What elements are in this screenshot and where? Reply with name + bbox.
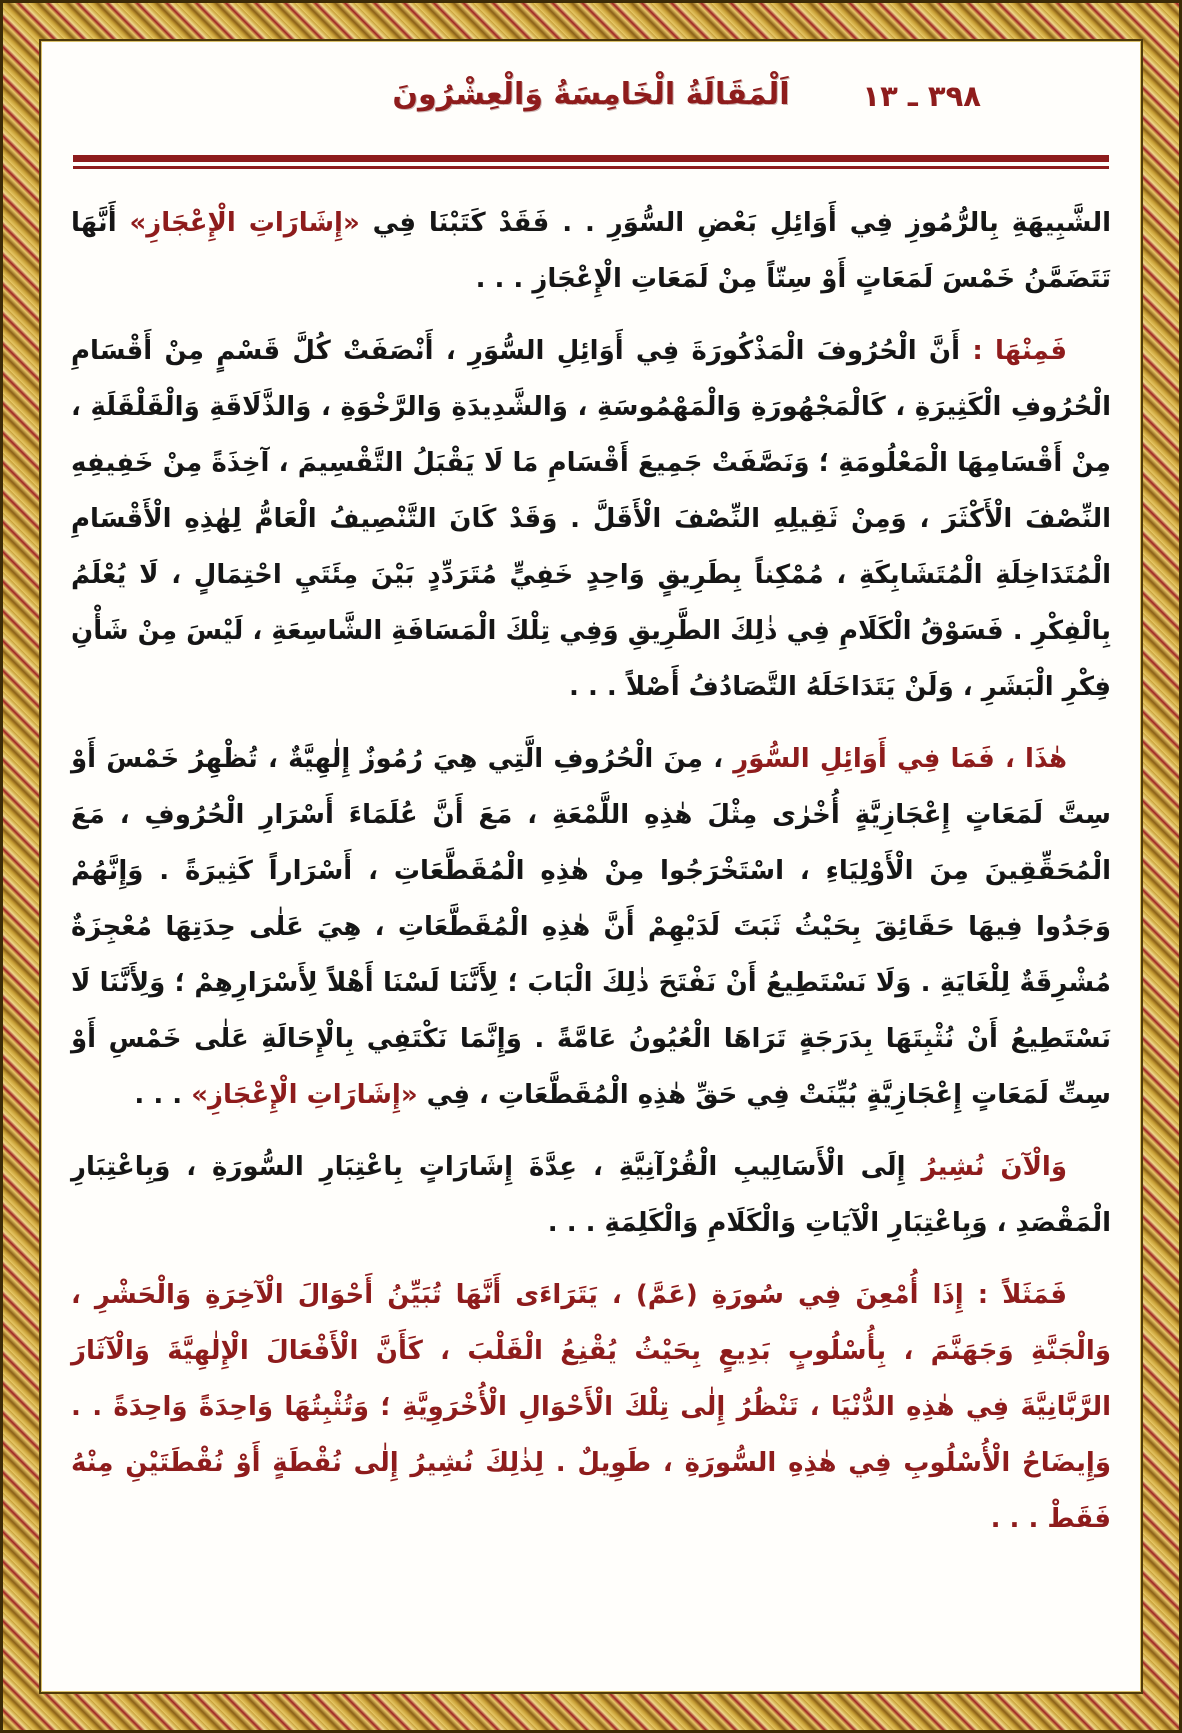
page-number: ٣٩٨ ـ ١٣ [862, 79, 981, 113]
highlight-segment: فَمَثَلاً : إِذَا أُمْعِنَ فِي سُورَةِ (عَمَّ) ، يَتَرَاءَى أَنَّهَا تُبَيِّنُ أَحْوَالَ الْآخِرَةِ وَالْحَشْرِ ، وَالْجَنَّةِ وَجَهَنَّمَ ، بِأُسْلُوبٍ بَدِيعٍ بِحَيْثُ يُقْنِعُ الْقَلْبَ ، كَأَنَّ الْأَفْعَالَ الْإِلٰهِيَّةَ وَالْآثَارَ الرَّبَّانِيَّةَ فِي هٰذِهِ الدُّنْيَا ، تَنْظُرُ إِلٰى تِلْكَ الْأَحْوَالِ الْأُخْرَوِيَّةِ ؛ وَتُثْبِتُهَا وَاحِدَةً وَاحِدَةً . . وَإِيضَاحُ الْأُسْلُوبِ فِي هٰذِهِ السُّورَةِ ، طَوِيلٌ . لِذٰلِكَ نُشِيرُ إِلٰى نُقْطَةٍ أَوْ نُقْطَتَيْنِ مِنْهُ فَقَطْ . . . [71, 1280, 1111, 1534]
highlight-segment: وَالْآنَ نُشِيرُ [921, 1152, 1068, 1182]
text-segment: الشَّبِيهَةِ بِالرُّمُوزِ فِي أَوَائِلِ بَعْضِ السُّوَرِ . . فَقَدْ كَتَبْنَا فِي [359, 208, 1111, 238]
highlight-segment: «إِشَارَاتِ الْإِعْجَازِ» [191, 1080, 418, 1110]
paragraph [71, 323, 1111, 715]
text-segment: . . . [134, 1080, 192, 1110]
text-segment: إِلَى الْأَسَالِيبِ الْقُرْآنِيَّةِ ، عِدَّةَ إِشَارَاتٍ بِاعْتِبَارِ السُّورَةِ ، وَبِاعْتِبَارِ الْمَقْصَدِ ، وَبِاعْتِبَارِ الْآيَاتِ وَالْكَلَامِ وَالْكَلِمَةِ . . . [71, 1152, 1111, 1238]
text-segment: ، مِنَ الْحُرُوفِ الَّتِي هِيَ رُمُوزٌ إِلٰهِيَّةٌ ، تُظْهِرُ خَمْسَ أَوْ سِتَّ لَمَعَاتٍ إِعْجَازِيَّةٍ أُخْرٰى مِثْلَ هٰذِهِ اللَّمْعَةِ ، مَعَ أَنَّ عُلَمَاءَ أَسْرَارِ الْحُرُوفِ ، مَعَ الْمُحَقِّقِينَ مِنَ الْأَوْلِيَاءِ ، اسْتَخْرَجُوا مِنْ هٰذِهِ الْمُقَطَّعَاتِ ، أَسْرَاراً كَثِيرَةً . وَإِنَّهُمْ وَجَدُوا فِيهَا حَقَائِقَ بِحَيْثُ ثَبَتَ لَدَيْهِمْ أَنَّ هٰذِهِ الْمُقَطَّعَاتِ ، هِيَ عَلٰى حِدَتِهَا مُعْجِزَةٌ مُشْرِقَةٌ لِلْغَايَةِ . وَلَا نَسْتَطِيعُ أَنْ نَفْتَحَ ذٰلِكَ الْبَابَ ؛ لِأَنَّنَا لَسْنَا أَهْلاً لِأَسْرَارِهِمْ ؛ وَلِأَنَّنَا لَا نَسْتَطِيعُ أَنْ نُثْبِتَهَا بِدَرَجَةٍ تَرَاهَا الْعُيُونُ عَامَّةً . وَإِنَّمَا نَكْتَفِي بِالْإِحَالَةِ عَلٰى خَمْسِ أَوْ سِتِّ لَمَعَاتٍ إِعْجَازِيَّةٍ بُيِّنَتْ فِي حَقِّ هٰذِهِ الْمُقَطَّعَاتِ ، فِي [71, 744, 1111, 1110]
page-header [71, 77, 1111, 149]
paragraph [71, 195, 1111, 307]
text-segment: أَنَّ الْحُرُوفَ الْمَذْكُورَةَ فِي أَوَائِلِ السُّوَرِ ، أَنْصَفَتْ كُلَّ قَسْمٍ مِنْ أَقْسَامِ الْحُرُوفِ الْكَثِيرَةِ ، كَالْمَجْهُورَةِ وَالْمَهْمُوسَةِ ، وَالشَّدِيدَةِ وَالرَّخْوَةِ ، وَالذَّلَاقَةِ وَالْقَلْقَلَةِ ، مِنْ أَقْسَامِهَا الْمَعْلُومَةِ ؛ وَنَصَّفَتْ جَمِيعَ أَقْسَامِ مَا لَا يَقْبَلُ التَّقْسِيمَ ، آخِذَةً مِنْ خَفِيفِهِ النِّصْفَ الْأَكْثَرَ ، وَمِنْ ثَقِيلِهِ النِّصْفَ الْأَقَلَّ . وَقَدْ كَانَ التَّنْصِيفُ الْعَامُّ لِهٰذِهِ الْأَقْسَامِ الْمُتَدَاخِلَةِ الْمُتَشَابِكَةِ ، مُمْكِناً بِطَرِيقٍ وَاحِدٍ خَفِيٍّ مُتَرَدِّدٍ بَيْنَ مِئَتَيِ احْتِمَالٍ ، لَا يُعْلَمُ بِالْفِكْرِ . فَسَوْقُ الْكَلَامِ فِي ذٰلِكَ الطَّرِيقِ وَفِي تِلْكَ الْمَسَافَةِ الشَّاسِعَةِ ، لَيْسَ مِنْ شَأْنِ فِكْرِ الْبَشَرِ ، وَلَنْ يَتَدَاخَلَهُ التَّصَادُفُ أَصْلاً . . . [71, 336, 1111, 702]
text-segment: أَنَّهَا تَتَضَمَّنُ خَمْسَ لَمَعَاتٍ أَوْ سِتّاً مِنْ لَمَعَاتِ الْإِعْجَازِ . . . [71, 208, 1111, 294]
header-divider [73, 155, 1109, 169]
divider-thin-line [73, 166, 1109, 169]
paragraph [71, 731, 1111, 1123]
paragraph [71, 1267, 1111, 1547]
highlight-segment: «إِشَارَاتِ الْإِعْجَازِ» [129, 208, 360, 238]
page-title: اَلْمَقَالَةُ الْخَامِسَةُ وَالْعِشْرُونَ [392, 77, 790, 112]
highlight-segment: هٰذَا ، فَمَا فِي أَوَائِلِ السُّوَرِ [733, 744, 1068, 774]
body-text [71, 195, 1111, 1547]
divider-thick-line [73, 155, 1109, 162]
highlight-segment: فَمِنْهَا : [972, 336, 1067, 366]
paragraph [71, 1139, 1111, 1251]
page-sheet [39, 39, 1143, 1694]
